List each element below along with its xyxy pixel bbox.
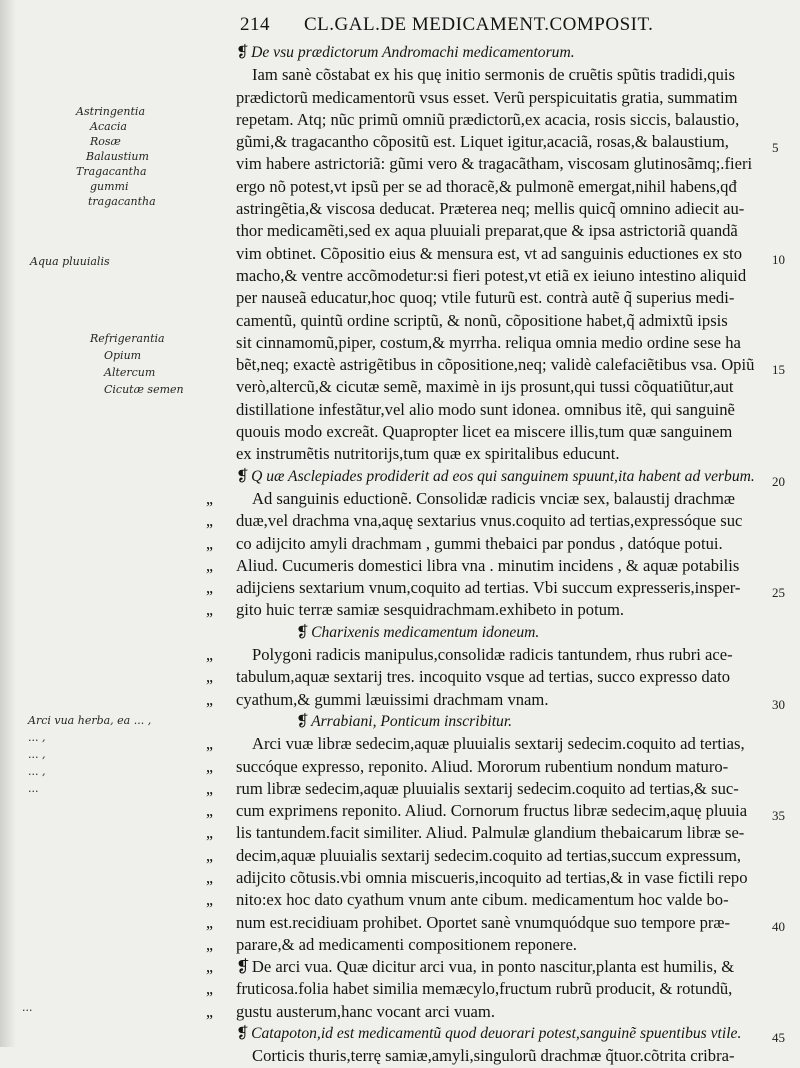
line-text: macho,& ventre accõmodetur:si fieri potest,vt etiã ex ieiuno intestino aliquid: [236, 265, 747, 285]
line-text: ❡ Q uæ Asclepiades prodiderit ad eos qui sanguinem spuunt,ita habent ad verbum.: [236, 466, 755, 488]
text-line: [206, 889, 768, 911]
text-line: [206, 845, 768, 867]
line-number: 30: [772, 697, 785, 712]
line-text: ❡ De arci vua. Quæ dicitur arci vua, in ponto nascitur,planta est humilis, &: [236, 956, 734, 978]
line-text: num est.recidiuam prohibet. Oportet sanè vnumquódque suo tempore præ-: [236, 912, 731, 932]
line-text: Polygoni radicis manipulus,consolidæ radicis tantundem, rhus rubri ace-: [252, 645, 733, 665]
line-text: Corticis thuris,terrę samiæ,amyli,singulorũ drachmæ q̃tuor.cõtrita cribra-: [252, 1046, 735, 1066]
line-text: verò,altercũ,& cicutæ semẽ, maximè in ijs prosunt,qui tussi cõquatiũtur,aut: [236, 377, 734, 397]
text-line: [236, 87, 768, 109]
text-line: [206, 577, 768, 599]
text-line: [206, 978, 768, 1000]
line-text: succóque expresso, reponito. Aliud. Mororum rubentium nondum maturo-: [236, 756, 729, 776]
text-line: [206, 912, 768, 934]
text-line: [206, 956, 768, 978]
marginal-note-line: Cicutæ semen: [104, 383, 184, 396]
marginal-note-line: Altercum: [104, 366, 156, 379]
line-text: lis tantundem.facit similiter. Aliud. Palmulæ glandium thebaicarum libræ se-: [236, 823, 745, 843]
line-text: ❡ Arrabiani, Ponticum inscribitur.: [296, 711, 512, 733]
running-title: CL.GAL.DE MEDICAMENT.COMPOSIT.: [304, 14, 654, 35]
line-text: adijcito cõtusis.vbi omnia miscueris,incoquito ad tertias,& in vase fictili repo: [236, 867, 748, 887]
text-line: [236, 176, 768, 198]
line-text: Aliud. Cucumeris domestici libra vna . minutim incidens , & aquæ potabilis: [236, 555, 740, 575]
line-text: vim habere astrictoriã: gũmi vero & tragacãtham, viscosam glutinosãmq;.fieri: [236, 154, 753, 174]
text-line: [236, 265, 768, 287]
line-number: 40: [772, 919, 785, 934]
line-text: prædictorũ medicamentorũ vsus esset. Verũ perspicuitatis gratia, summatim: [236, 87, 738, 107]
line-number: 45: [772, 1030, 785, 1045]
quotation-mark: ,,: [206, 689, 213, 709]
line-text: sit cinnamomũ,piper, costum,& myrrha. reliqua omnia medio ordine sese ha: [236, 332, 741, 352]
quotation-mark: ,,: [206, 1001, 213, 1021]
section-heading: [236, 622, 768, 644]
quotation-mark: ,,: [206, 533, 213, 553]
quotation-mark: ,,: [206, 912, 213, 932]
text-line: [236, 243, 768, 265]
line-number: 5: [772, 140, 779, 155]
text-line: [206, 867, 768, 889]
line-number: 10: [772, 252, 785, 267]
page-number: 214: [240, 14, 270, 35]
line-text: gustu austerum,hanc vocant arci vuam.: [236, 1001, 495, 1021]
line-text: duæ,vel drachma vna,aquę sextarius vnus.coquito ad tertias,expressóque suc: [236, 511, 743, 531]
line-text: vim obtinet. Cõpositio eius & mensura est, vt ad sanguinis eductiones ex sto: [236, 243, 743, 263]
quotation-mark: ,,: [206, 578, 213, 598]
quotation-mark: ,,: [206, 667, 213, 687]
text-line: [206, 733, 768, 755]
text-line: [206, 822, 768, 844]
text-line: [206, 800, 768, 822]
section-heading: [236, 711, 768, 733]
quotation-mark: ,,: [206, 778, 213, 798]
text-line: [206, 756, 768, 778]
text-line: [206, 488, 768, 510]
text-line: [236, 220, 768, 242]
text-line: [236, 153, 768, 175]
quotation-mark: ,,: [206, 555, 213, 575]
marginal-note-line: Balaustium: [86, 150, 149, 163]
text-line: [236, 109, 768, 131]
text-line: [236, 399, 768, 421]
line-number: 25: [772, 585, 785, 600]
marginal-note-aqua: Aqua pluuialis: [30, 255, 110, 268]
quotation-mark: ,,: [206, 845, 213, 865]
line-text: astringẽtia,& viscosa deducat. Præterea neq; mellis quicq̃ omnino adiecit au-: [236, 199, 745, 219]
text-line: [236, 376, 768, 398]
text-line: [206, 599, 768, 621]
quotation-mark: ,,: [206, 756, 213, 776]
text-line: [206, 778, 768, 800]
marginal-note-line: ... ,: [28, 765, 46, 778]
quotation-mark: ,,: [206, 934, 213, 954]
text-line: [236, 421, 768, 443]
line-text: repetam. Atq; nũc primũ omniũ prædictorũ,ex acacia, rosis siccis, balaustio,: [236, 109, 740, 129]
text-line: [206, 1001, 768, 1023]
marginal-note-line: Acacia: [90, 120, 127, 133]
marginal-note-line: Opium: [104, 349, 142, 362]
line-text: parare,& ad medicamenti compositionem reponere.: [236, 934, 577, 954]
section-heading: [236, 466, 768, 488]
line-text: cum exprimens reponito. Aliud. Cornorum fructus libræ sedecim,aquę pluuia: [236, 801, 748, 821]
quotation-mark: ,,: [206, 600, 213, 620]
line-text: rum libræ sedecim,aquæ pluuialis sextarij sedecim.coquito ad tertias,& suc-: [236, 778, 739, 798]
text-line: [236, 354, 768, 376]
text-line: [236, 131, 768, 153]
page-gutter: [0, 0, 16, 1047]
quotation-mark: ,,: [206, 957, 213, 977]
text-line: [236, 443, 768, 465]
text-line: [236, 332, 768, 354]
quotation-mark: ,,: [206, 979, 213, 999]
marginal-note-arci: [28, 712, 151, 797]
line-text: quouis modo excreãt. Quapropter licet ea miscere illis,tum quæ sanguinem: [236, 422, 733, 442]
line-text: camentũ, quintũ ordine scriptũ, & nonũ, cõpositione habet,q̃ admixtũ ipsis: [236, 310, 728, 330]
quotation-mark: ,,: [206, 488, 213, 508]
text-line: [206, 510, 768, 532]
marginal-note-line: ... ,: [28, 731, 46, 744]
text-line: [236, 310, 768, 332]
text-line: [206, 533, 768, 555]
text-line: [236, 198, 768, 220]
quotation-mark: ,,: [206, 867, 213, 887]
marginal-note-line: Astringentia: [76, 105, 146, 118]
line-text: tabulum,aquæ sextarij tres. incoquito vsque ad tertias, succo expresso dato: [236, 667, 731, 687]
marginal-note-bottom: ...: [22, 1001, 33, 1014]
line-text: co adijcito amyli drachmam , gummi thebaici par pondus , datóque potui.: [236, 533, 723, 553]
quotation-mark: ,,: [206, 890, 213, 910]
text-line: [206, 934, 768, 956]
line-text: bẽt,neq; exactè astrigẽtibus in cõpositione,neq; validè calefaciẽtibus vsa. Opiũ: [236, 355, 755, 375]
line-text: gũmi,& tragacantho cõpositũ est. Liquet igitur,acaciã, rosas,& balaustium,: [236, 132, 729, 152]
text-line: [236, 287, 768, 309]
line-number: 35: [772, 808, 785, 823]
text-line: [236, 64, 768, 86]
quotation-mark: ,,: [206, 823, 213, 843]
line-text: per nauseã educatur,hoc quoq; vtile futurũ est. contrà autẽ q̃ superius medi-: [236, 288, 735, 308]
text-line: [236, 1045, 768, 1067]
line-text: gito huic terræ samiæ sesquidrachmam.exhibeto in potum.: [236, 600, 625, 620]
line-text: cyathum,& gummi læuissimi drachmam vnam.: [236, 689, 549, 709]
quotation-mark: ,,: [206, 801, 213, 821]
text-line: [206, 644, 768, 666]
quotation-mark: ,,: [206, 734, 213, 754]
text-line: [206, 666, 768, 688]
quotation-mark: ,,: [206, 511, 213, 531]
line-text: distillatione infestãtur,vel alio modo sunt idonea. omnibus itẽ, qui sanguinẽ: [236, 399, 735, 419]
line-text: fruticosa.folia habet similia memæcylo,fructum rubrũ producit, & rotundũ,: [236, 979, 733, 999]
marginal-note-line: tragacantha: [88, 195, 156, 208]
marginal-note-line: Arci vua herba, ea ... ,: [28, 714, 152, 727]
line-text: Ad sanguinis eductionẽ. Consolidæ radicis vnciæ sex, balaustij drachmæ: [252, 488, 735, 508]
marginal-note-refrigerantia: [90, 330, 184, 398]
line-text: decim,aquæ pluuialis sextarij sedecim.coquito ad tertias,succum expressum,: [236, 845, 742, 865]
line-text: Arci vuæ libræ sedecim,aquæ pluuialis sextarij sedecim.coquito ad tertias,: [252, 734, 745, 754]
text-line: [206, 689, 768, 711]
text-line: [206, 555, 768, 577]
marginal-note-line: ... ,: [28, 748, 46, 761]
section-heading: [236, 1023, 768, 1045]
marginal-note-line: Rosæ: [90, 135, 121, 148]
line-text: nito:ex hoc dato cyathum vnum ante cibum. medicamentum hoc valde bo-: [236, 890, 729, 910]
marginal-note-line: Tragacantha: [76, 165, 147, 178]
line-text: ex instrumẽtis nutritorijs,tum quæ ex spiritalibus educunt.: [236, 444, 620, 464]
line-text: adijciens sextarium vnum,coquito ad tertias. Vbi succum expresseris,insper-: [236, 578, 741, 598]
quotation-mark: ,,: [206, 645, 213, 665]
marginal-note-astringentia: [76, 104, 156, 209]
line-number: 15: [772, 362, 785, 377]
main-text-block: [206, 42, 768, 1068]
line-text: ❡ Charixenis medicamentum idoneum.: [296, 622, 539, 644]
marginal-note-line: gummi: [90, 180, 129, 193]
running-header: [240, 14, 760, 40]
marginal-note-line: ...: [28, 782, 39, 795]
line-text: thor medicamẽti,sed ex aqua pluuiali preparat,que & ipsa astrictoriã quandã: [236, 221, 738, 241]
section-heading: [236, 42, 768, 64]
line-number: 20: [772, 474, 785, 489]
line-text: Iam sanè cõstabat ex his quę initio sermonis de cruẽtis spũtis tradidi,quis: [252, 65, 735, 85]
marginal-note-line: Refrigerantia: [90, 332, 165, 345]
line-text: ❡ De vsu prædictorum Andromachi medicamentorum.: [236, 42, 575, 64]
line-text: ❡ Catapoton,id est medicamentũ quod deuorari potest,sanguinẽ spuentibus vtile.: [236, 1023, 741, 1045]
line-text: ergo nõ potest,vt ipsũ per se ad thoracẽ,& pulmonẽ emergat,nihil habens,qđ: [236, 176, 737, 196]
